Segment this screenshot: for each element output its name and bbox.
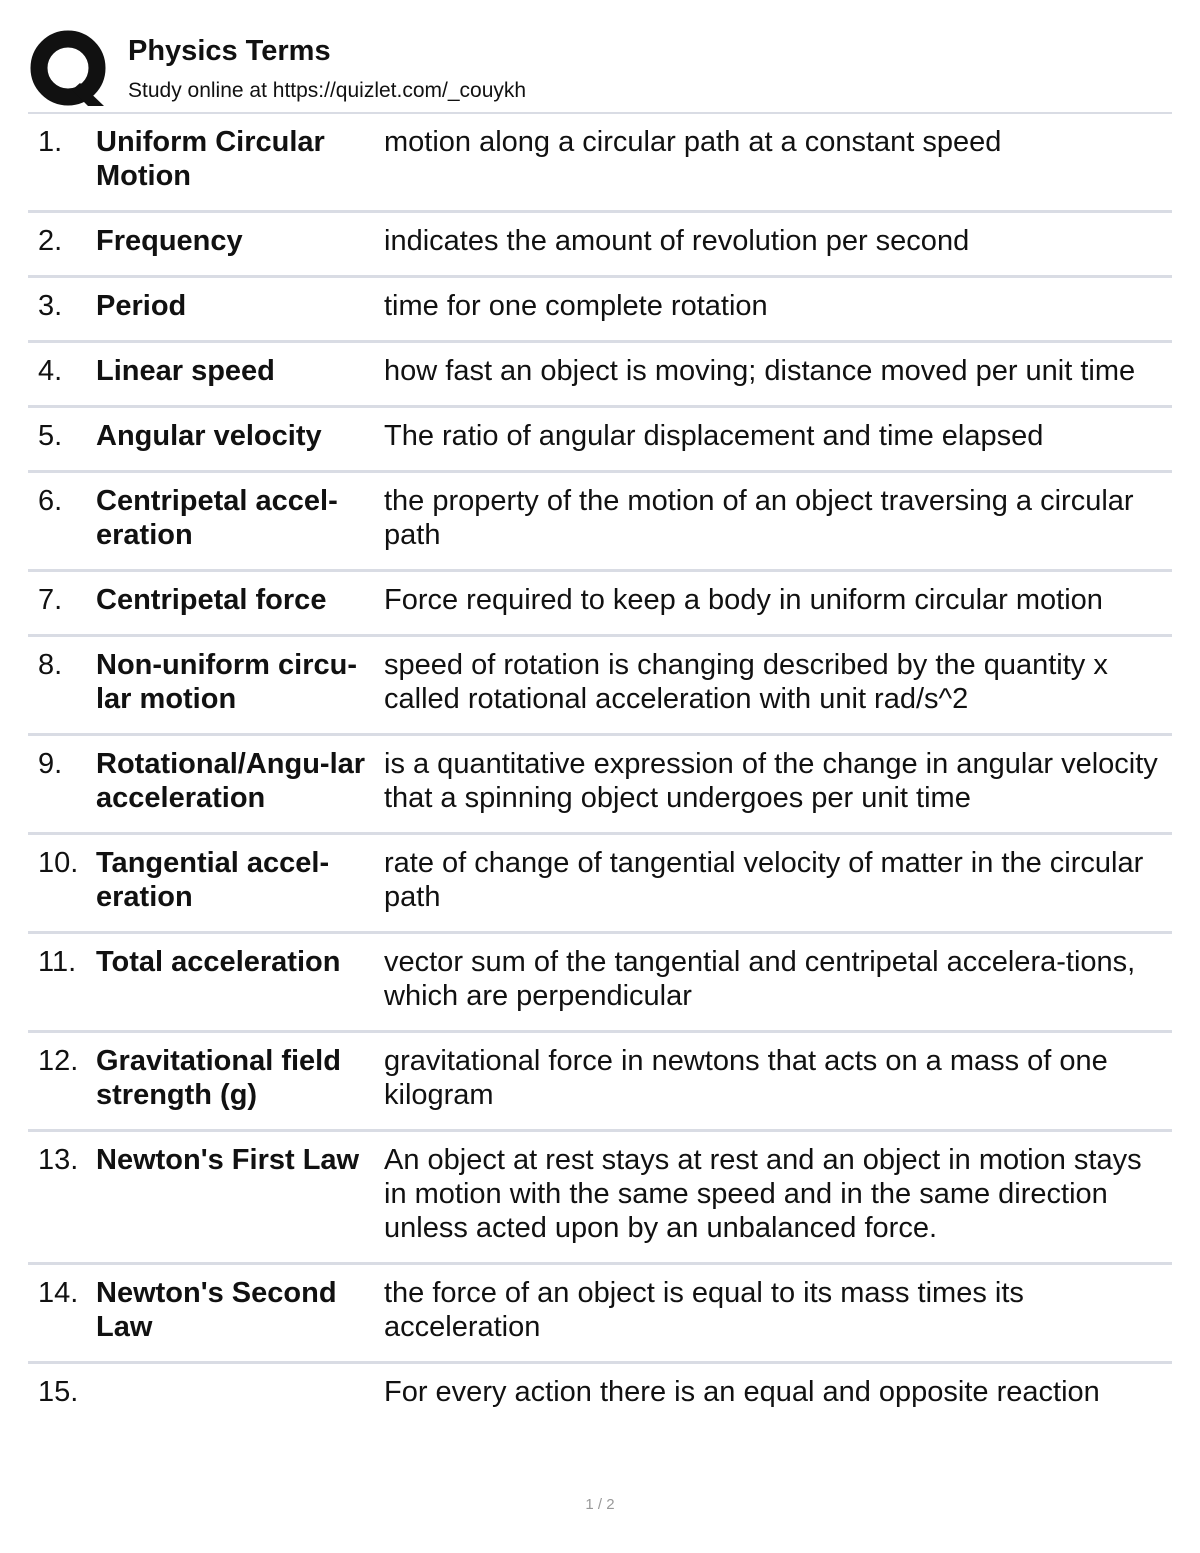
term-name: Linear speed — [96, 355, 275, 387]
term-definition: the force of an object is equal to its mass times its acceleration — [384, 1277, 1024, 1343]
term-definition: how fast an object is moving; distance moved per unit time — [384, 355, 1136, 387]
term-definition: The ratio of angular displacement and time elapsed — [384, 420, 1044, 452]
term-number: 4. — [38, 355, 63, 387]
term-name: Period — [96, 290, 187, 322]
term-row — [28, 736, 1172, 835]
term-name: Angular velocity — [96, 420, 322, 452]
term-row — [28, 114, 1172, 213]
term-row — [28, 473, 1172, 572]
term-definition: speed of rotation is changing described by the quantity x called rotational acceleration with unit rad/s^2 — [384, 649, 1108, 715]
term-definition: Force required to keep a body in uniform circular motion — [384, 584, 1103, 616]
term-number: 5. — [38, 420, 63, 452]
term-number: 10. — [38, 847, 79, 879]
term-row — [28, 1265, 1172, 1364]
terms-list — [28, 112, 1172, 1426]
term-row — [28, 835, 1172, 934]
term-definition: For every action there is an equal and opposite reaction — [384, 1376, 1100, 1408]
term-row — [28, 637, 1172, 736]
study-online-link[interactable]: Study online at https://quizlet.com/_couykh — [128, 79, 527, 102]
term-row — [28, 278, 1172, 343]
term-row — [28, 572, 1172, 637]
term-number: 2. — [38, 225, 63, 257]
term-row — [28, 1364, 1172, 1426]
term-number: 6. — [38, 485, 63, 517]
term-name: Gravitational field strength (g) — [96, 1045, 341, 1111]
term-definition: motion along a circular path at a constant speed — [384, 126, 1002, 158]
term-number: 7. — [38, 584, 63, 616]
term-definition: An object at rest stays at rest and an object in motion stays in motion with the same speed and in the same direction unless acted upon by an unbalanced force. — [384, 1144, 1142, 1244]
term-name: Centripetal accel-eration — [96, 485, 338, 551]
term-definition: vector sum of the tangential and centripetal accelera-tions, which are perpendicular — [384, 946, 1136, 1012]
term-number: 9. — [38, 748, 63, 780]
term-definition: gravitational force in newtons that acts on a mass of one kilogram — [384, 1045, 1108, 1111]
term-name: Newton's First Law — [96, 1144, 360, 1176]
page-header — [28, 28, 1172, 112]
term-number: 11. — [38, 946, 77, 978]
quizlet-logo-icon — [30, 28, 110, 108]
term-row — [28, 408, 1172, 473]
term-row — [28, 343, 1172, 408]
term-number: 12. — [38, 1045, 79, 1077]
term-name: Total acceleration — [96, 946, 341, 978]
term-name: Frequency — [96, 225, 243, 257]
term-definition: indicates the amount of revolution per second — [384, 225, 970, 257]
term-number: 1. — [38, 126, 63, 158]
term-name: Uniform Circular Motion — [96, 126, 325, 192]
page-number: 1 / 2 — [585, 1496, 615, 1513]
term-name: Centripetal force — [96, 584, 327, 616]
term-row — [28, 1033, 1172, 1132]
term-definition: is a quantitative expression of the change in angular velocity that a spinning object undergoes per unit time — [384, 748, 1158, 814]
term-number: 8. — [38, 649, 63, 681]
term-name: Tangential accel-eration — [96, 847, 330, 913]
term-definition: time for one complete rotation — [384, 290, 768, 322]
term-number: 14. — [38, 1277, 79, 1309]
term-definition: rate of change of tangential velocity of matter in the circular path — [384, 847, 1144, 913]
term-row — [28, 1132, 1172, 1265]
page-title: Physics Terms — [128, 35, 331, 67]
term-name: Non-uniform circu-lar motion — [96, 649, 357, 715]
term-row — [28, 213, 1172, 278]
term-number: 3. — [38, 290, 63, 322]
term-definition: the property of the motion of an object traversing a circular path — [384, 485, 1134, 551]
term-row — [28, 934, 1172, 1033]
term-name: Newton's Second Law — [96, 1277, 337, 1343]
term-number: 15. — [38, 1376, 79, 1408]
term-number: 13. — [38, 1144, 79, 1176]
term-name: Rotational/Angu-lar acceleration — [96, 748, 366, 814]
